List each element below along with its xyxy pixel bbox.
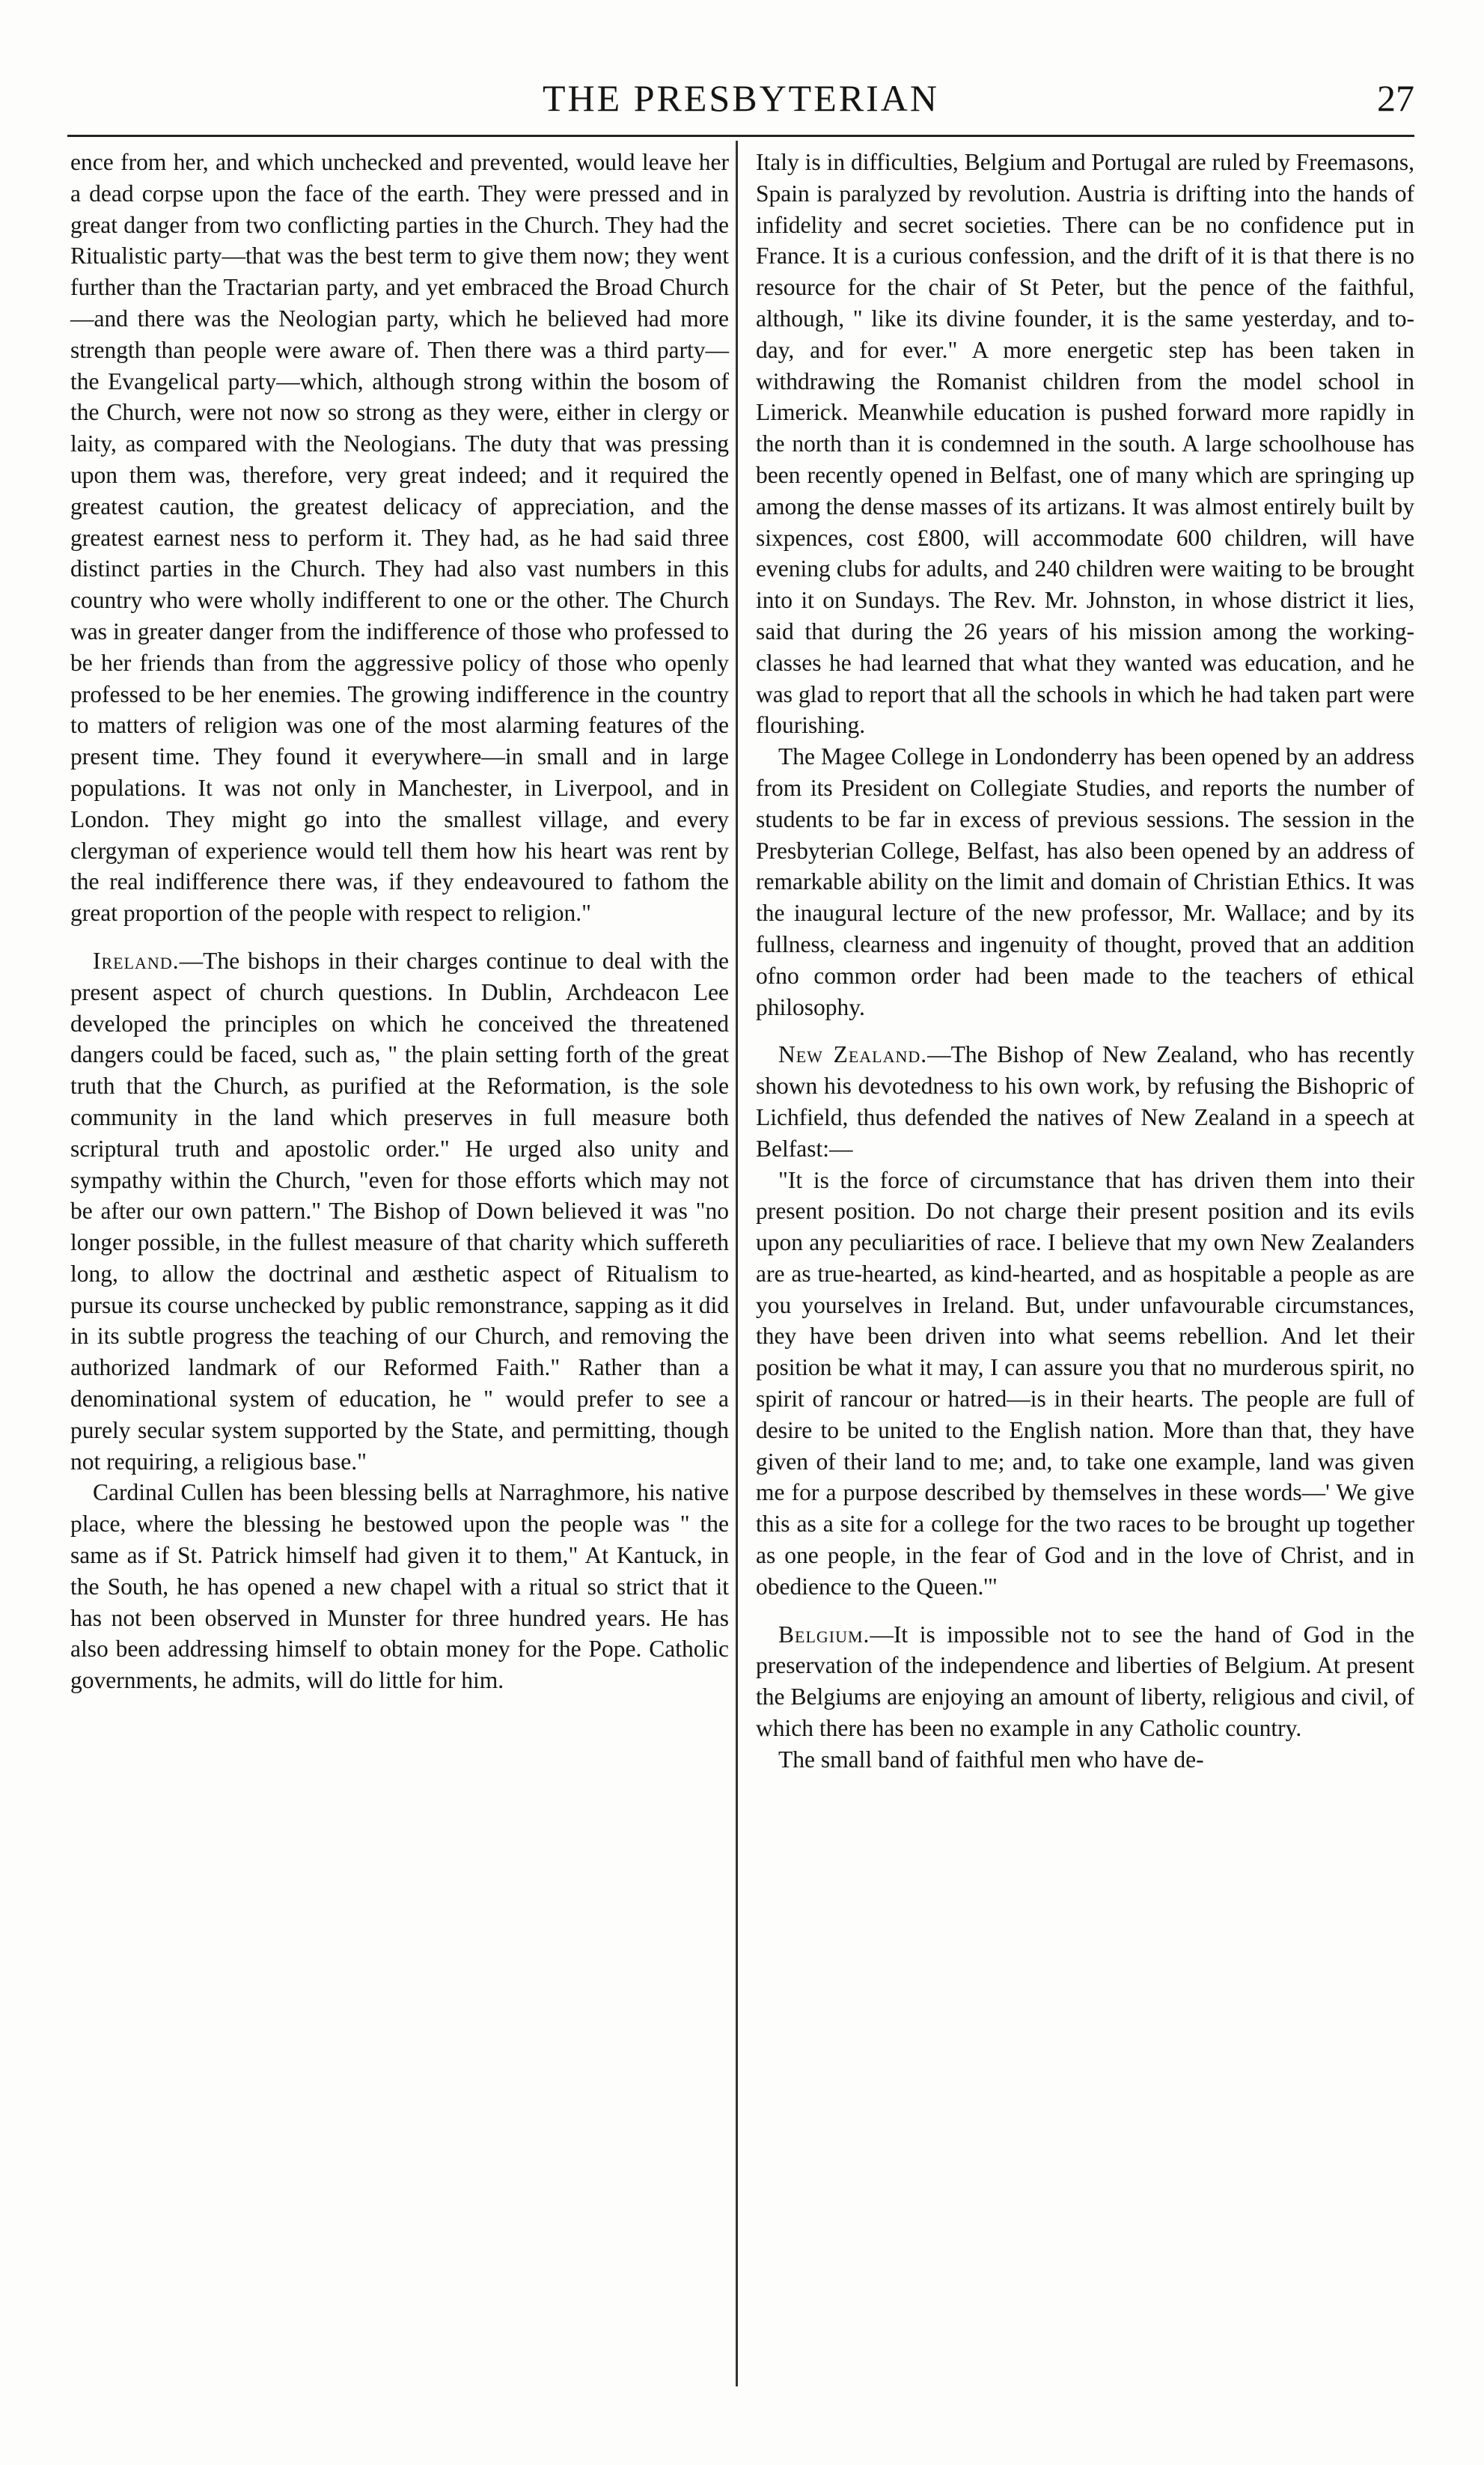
paragraph-faithful-men: The small band of faithful men who have de-	[778, 1746, 1204, 1773]
paragraph-ireland	[70, 945, 729, 1478]
column-divider	[736, 141, 738, 2386]
header-rule	[67, 135, 1414, 137]
paragraph-magee-college: The Magee College in Londonderry has been opened by an address from its President on Collegiate Studies, and reports the number of students to be far in excess of previous sessions. The session in the Presbyterian College, Belfast, has also been opened by an address of remarkable ability on the limit and domain of Christian Ethics. It was the inaugural lecture of the new professor, Mr. Wallace; and by its fullness, clearness and ingenuity of thought, proved that an addition ofno common order had been made to the teachers of ethical philosophy.	[756, 743, 1414, 1020]
paragraph-belgium	[756, 1619, 1414, 1744]
paragraph-new-zealand	[756, 1039, 1414, 1164]
paragraph-church-parties: ence from her, and which unchecked and prevented, would leave her a dead corpse upon the face of the earth. They were pressed and in great danger from two conflicting parties in the Church. They had the Ritualistic party—that was the best term to give them now; they went further than the Tractarian party, and yet embraced the Broad Church—and there was the Neologian party, which he believed had more strength than people were aware of. Then there was a third party—the Evangelical party—which, although strong within the bosom of the Church, were not now so strong as they were, either in clergy or laity, as compared with the Neologians. The duty that was pressing upon them was, therefore, very great indeed; and it required the greatest caution, the greatest delicacy of appreciation, and the greatest earnest ness to perform it. They had, as he had said three distinct parties in the Church. They had also vast numbers in this country who were wholly indifferent to one or the other. The Church was in greater danger from the indifference of those who professed to be her friends than from the aggressive policy of those who openly professed to be her enemies. The growing indifference in the country to matters of religion was one of the most alarming features of the present time. They found it everywhere—in small and in large populations. It was not only in Manchester, in Liverpool, and in London. They might go into the smallest village, and every clergyman of experience would tell them how his heart was rent by the real indifference there was, if they endeavoured to fathom the great proportion of the people with respect to religion."	[70, 149, 729, 927]
paragraph-italy-belgium: Italy is in difficulties, Belgium and Portugal are ruled by Freemasons, Spain is paralyzed by revolution. Austria is drifting into the hands of infidelity and secret societies. There can be no confidence put in France. It is a curious confession, and the drift of it is that there is no resource for the chair of St Peter, but the pence of the faithful, although, " like its divine founder, it is the same yesterday, and to-day, and for ever." A more energetic step has been taken in withdrawing the Romanist children from the model school in Limerick. Meanwhile education is pushed forward more rapidly in the north than it is condemned in the south. A large schoolhouse has been recently opened in Belfast, one of many which are springing up among the dense masses of its artizans. It was almost entirely built by sixpences, cost £800, will accommodate 600 children, will have evening clubs for adults, and 240 children were waiting to be brought into it on Sundays. The Rev. Mr. Johnston, in whose district it lies, said that during the 26 years of his mission among the working-classes he had learned that what they wanted was education, and he was glad to report that all the schools in which he had taken part were flourishing.	[756, 149, 1414, 739]
left-column	[70, 147, 729, 1696]
paragraph-belgium-text: —It is impossible not to see the hand of God in the preservation of the independence and liberties of Belgium. At present the Belgiums are enjoying an amount of liberty, religious and civil, of which there has been no example in any Catholic country.	[756, 1621, 1414, 1742]
running-title: THE PRESBYTERIAN	[543, 77, 939, 119]
section-heading-belgium: Belgium.	[778, 1621, 870, 1648]
right-column	[756, 147, 1414, 1776]
paragraph-cardinal-cullen: Cardinal Cullen has been blessing bells at Narraghmore, his native place, where the blessing he bestowed upon the people was " the same as if St. Patrick himself had given it to them," At Kantuck, in the South, he has opened a new chapel with a ritual so strict that it has not been observed in Munster for three hundred years. He has also been addressing himself to obtain money for the Pope. Catholic governments, he admits, will do little for him.	[70, 1479, 729, 1694]
section-heading-new-zealand: New Zealand.	[778, 1041, 928, 1068]
paragraph-new-zealand-text: —The Bishop of New Zealand, who has recently shown his devotedness to his own work, by refusing the Bishopric of Lichfield, thus defended the natives of New Zealand in a speech at Belfast:—	[756, 1041, 1415, 1162]
paragraph-ireland-text: —The bishops in their charges continue to deal with the present aspect of church questions. In Dublin, Archdeacon Lee developed the principles on which he conceived the threatened dangers could be faced, such as, " the plain setting forth of the great truth that the Church, as purified at the Reformation, is the sole community in the land which preserves in full measure both scriptural truth and apostolic order." He urged also unity and sympathy within the Church, "even for those efforts which may not be after our own pattern." The Bishop of Down believed it was "no longer possible, in the fullest measure of that charity which suffereth long, to allow the doctrinal and æsthetic aspect of Ritualism to pursue its course unchecked by public remonstrance, sapping as it did in its subtle progress the teaching of our Church, and removing the authorized landmark of our Reformed Faith." Rather than a denominational system of education, he " would prefer to see a purely secular system supported by the State, and permitting, though not requiring, a religious base."	[70, 947, 729, 1475]
paragraph-bishop-quote: "It is the force of circumstance that has driven them into their present position. Do not charge their present position and its evils upon any peculiarities of race. I believe that my own New Zealanders are as true-hearted, as kind-hearted, and as hospitable a people as are you yourselves in Ireland. But, under unfavourable circumstances, they have been driven into what seems rebellion. And let their position be what it may, I can assure you that no murderous spirit, no spirit of rancour or hatred—is in their hearts. The people are full of desire to be united to the English nation. More than that, they have given of their land to me; and, to take one example, land was given me for a purpose described by themselves in these words—' We give this as a site for a college for the two races to be brought up together as one people, in the fear of God and in the love of Christ, and in obedience to the Queen.'"	[756, 1166, 1414, 1600]
section-heading-ireland: Ireland.	[93, 947, 180, 974]
page-header	[67, 73, 1414, 133]
page-number: 27	[1377, 77, 1414, 119]
